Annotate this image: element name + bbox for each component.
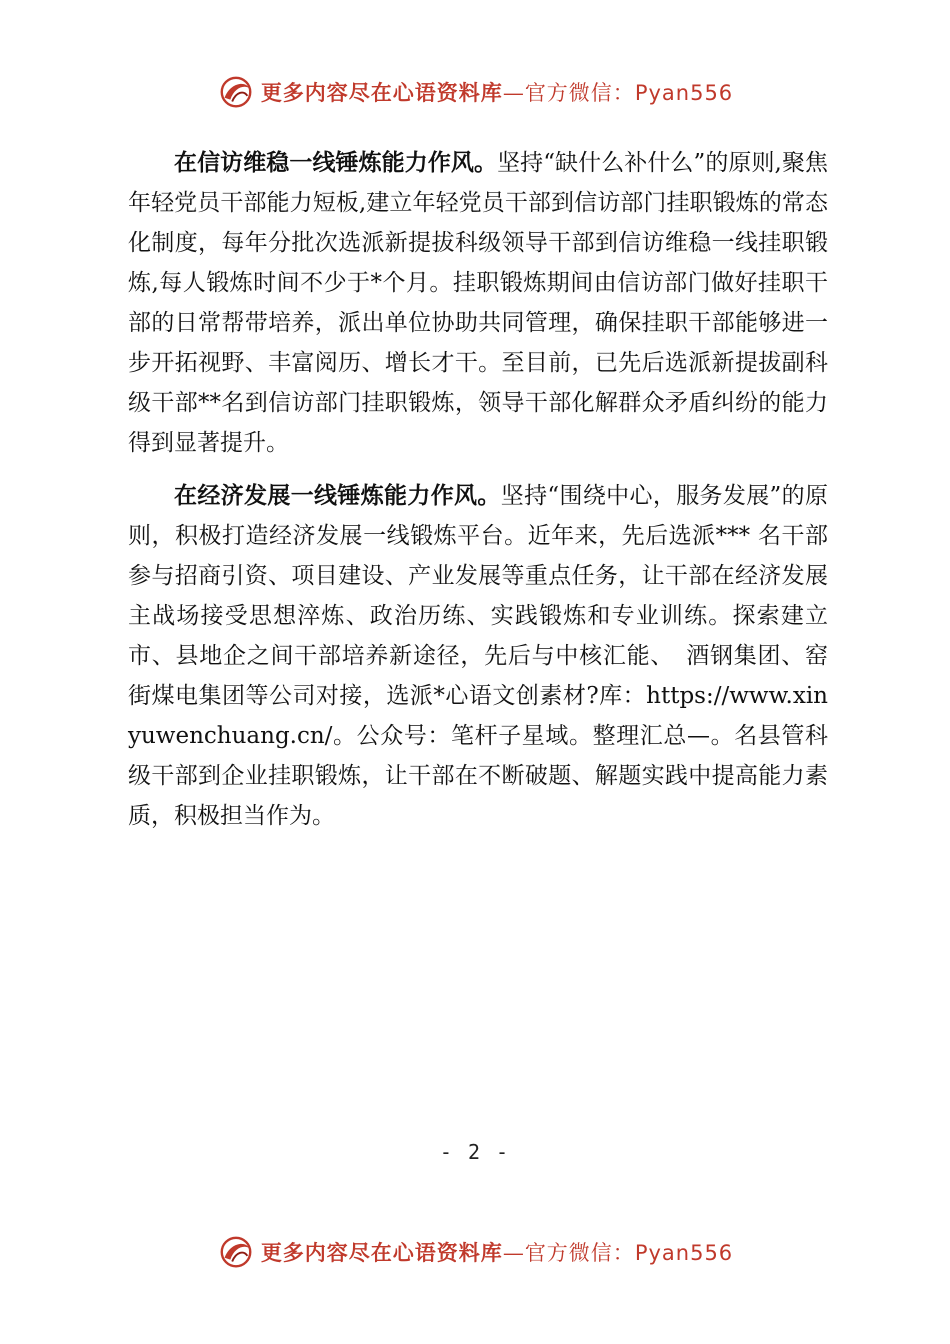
document-body (128, 143, 828, 849)
footer-watermark (0, 1232, 950, 1272)
page-number: - 2 - (439, 1140, 511, 1164)
header-watermark-title: 更多内容尽在心语资料库 (260, 80, 503, 105)
header-watermark-text (261, 77, 733, 107)
paragraph-lead-heading: 在经济发展一线锤炼能力作风。 (174, 483, 501, 509)
paragraph-economic-development (128, 476, 828, 836)
footer-watermark-wechat-label: 官方微信： (524, 1241, 635, 1265)
paragraph-body-text: 坚持“缺什么补什么”的原则,聚焦年轻党员干部能力短板,建立年轻党员干部到信访部门挂职锻炼的常态化制度，每年分批次选派新提拔科级领导干部到信访维稳一线挂职锻炼,每人锻炼时间不少于*个月。挂职锻炼期间由信访部门做好挂职干部的日常帮带培养，派出单位协助共同管理，确保挂职干部能够进一步开拓视野、丰富阅历、增长才干。至目前，已先后选派新提拔副科级干部**名到信访部门挂职锻炼，领导干部化解群众矛盾纠纷的能力得到显著提升。 (128, 150, 829, 456)
red-swirl-logo-icon (217, 1233, 255, 1271)
footer-watermark-title: 更多内容尽在心语资料库 (260, 1240, 503, 1265)
red-swirl-logo-icon (217, 73, 255, 111)
paragraph-lead-heading: 在信访维稳一线锤炼能力作风。 (174, 150, 498, 176)
header-watermark-wechat-label: 官方微信： (524, 81, 635, 105)
header-watermark (0, 72, 950, 112)
header-watermark-wechat-id: Pyan556 (634, 81, 734, 105)
header-watermark-separator: — (502, 81, 525, 105)
paragraph-letters-and-visits (128, 143, 828, 463)
footer-watermark-separator: — (502, 1241, 525, 1265)
footer-watermark-wechat-id: Pyan556 (634, 1241, 734, 1265)
footer-watermark-text (261, 1237, 733, 1267)
paragraph-body-text: 坚持“围绕中心，服务发展”的原则，积极打造经济发展一线锻炼平台。近年来，先后选派*** 名干部参与招商引资、项目建设、产业发展等重点任务，让干部在经济发展主战场接受思想淬炼、政治历练、实践锻炼和专业训练。探索建立市、县地企之间干部培养新途径，先后与中核汇能、 酒钢集团、窑街煤电集团等公司对接，选派*心语文创素材?库：https://www.xinyuwenchuang.cn/。公众号：笔杆子星域。整理汇总—。名县管科级干部到企业挂职锻炼，让干部在不断破题、解题实践中提高能力素质，积极担当作为。 (128, 483, 828, 829)
